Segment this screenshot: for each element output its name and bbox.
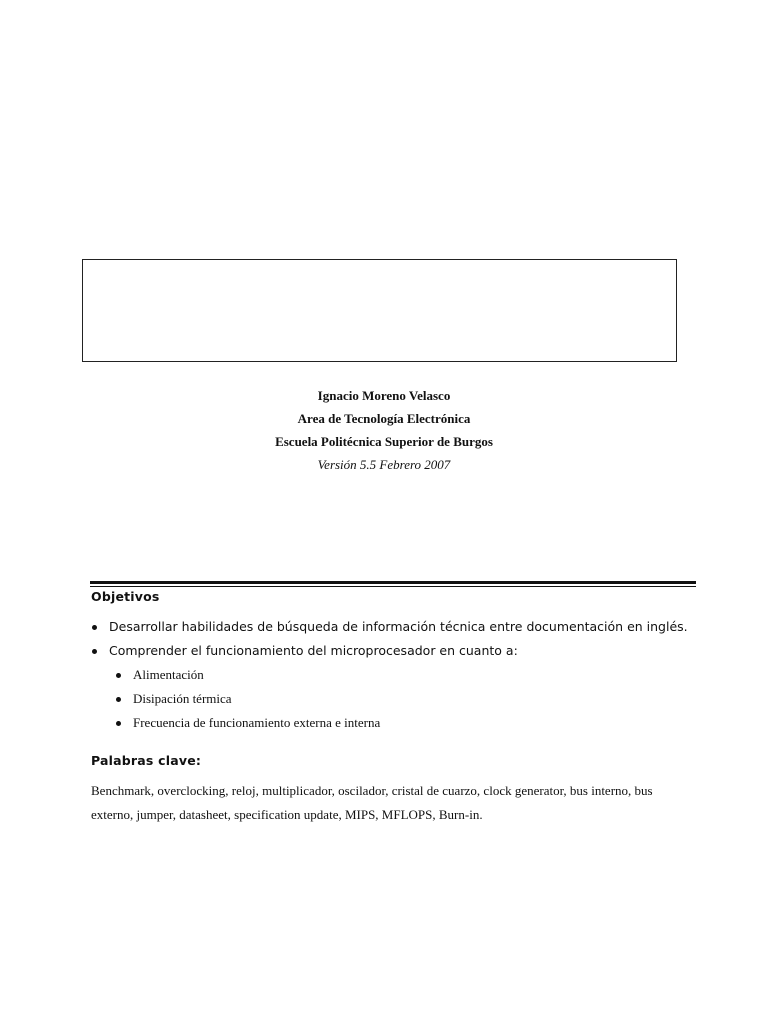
sub-list-item-text: Alimentación [133, 667, 204, 682]
bullet-icon [116, 673, 121, 678]
document-version: Versión 5.5 Febrero 2007 [317, 457, 451, 472]
bullet-icon [116, 721, 121, 726]
palabras-clave-heading: Palabras clave: [91, 753, 202, 768]
sub-list-item-text: Disipación térmica [133, 691, 232, 706]
author-name: Ignacio Moreno Velasco [317, 388, 451, 403]
palabras-clave-text: Benchmark, overclocking, reloj, multiplicador, oscilador, cristal de cuarzo, clock generator, bus interno, bus externo, jumper, datasheet, specification update, MIPS, MFLOPS, Burn-in. [91, 783, 653, 822]
list-item-text: Desarrollar habilidades de búsqueda de información técnica entre documentación en inglés. [109, 619, 688, 634]
objetivos-list [91, 615, 731, 735]
list-item-text: Comprender el funcionamiento del microprocesador en cuanto a: [109, 643, 518, 658]
bullet-icon [92, 625, 97, 630]
bullet-icon [92, 649, 97, 654]
list-item [91, 615, 731, 639]
section-divider-thin [90, 586, 696, 587]
section-divider-thick [90, 581, 696, 584]
sub-list-item [91, 663, 731, 687]
title-box [82, 259, 677, 362]
bullet-icon [116, 697, 121, 702]
author-school: Escuela Politécnica Superior de Burgos [275, 434, 493, 449]
sub-list-item [91, 687, 731, 711]
author-block [0, 384, 768, 476]
author-area: Area de Tecnología Electrónica [297, 411, 471, 426]
sub-list-item [91, 711, 731, 735]
list-item [91, 639, 731, 663]
objetivos-heading: Objetivos [91, 589, 160, 604]
sub-list-item-text: Frecuencia de funcionamiento externa e interna [133, 715, 381, 730]
